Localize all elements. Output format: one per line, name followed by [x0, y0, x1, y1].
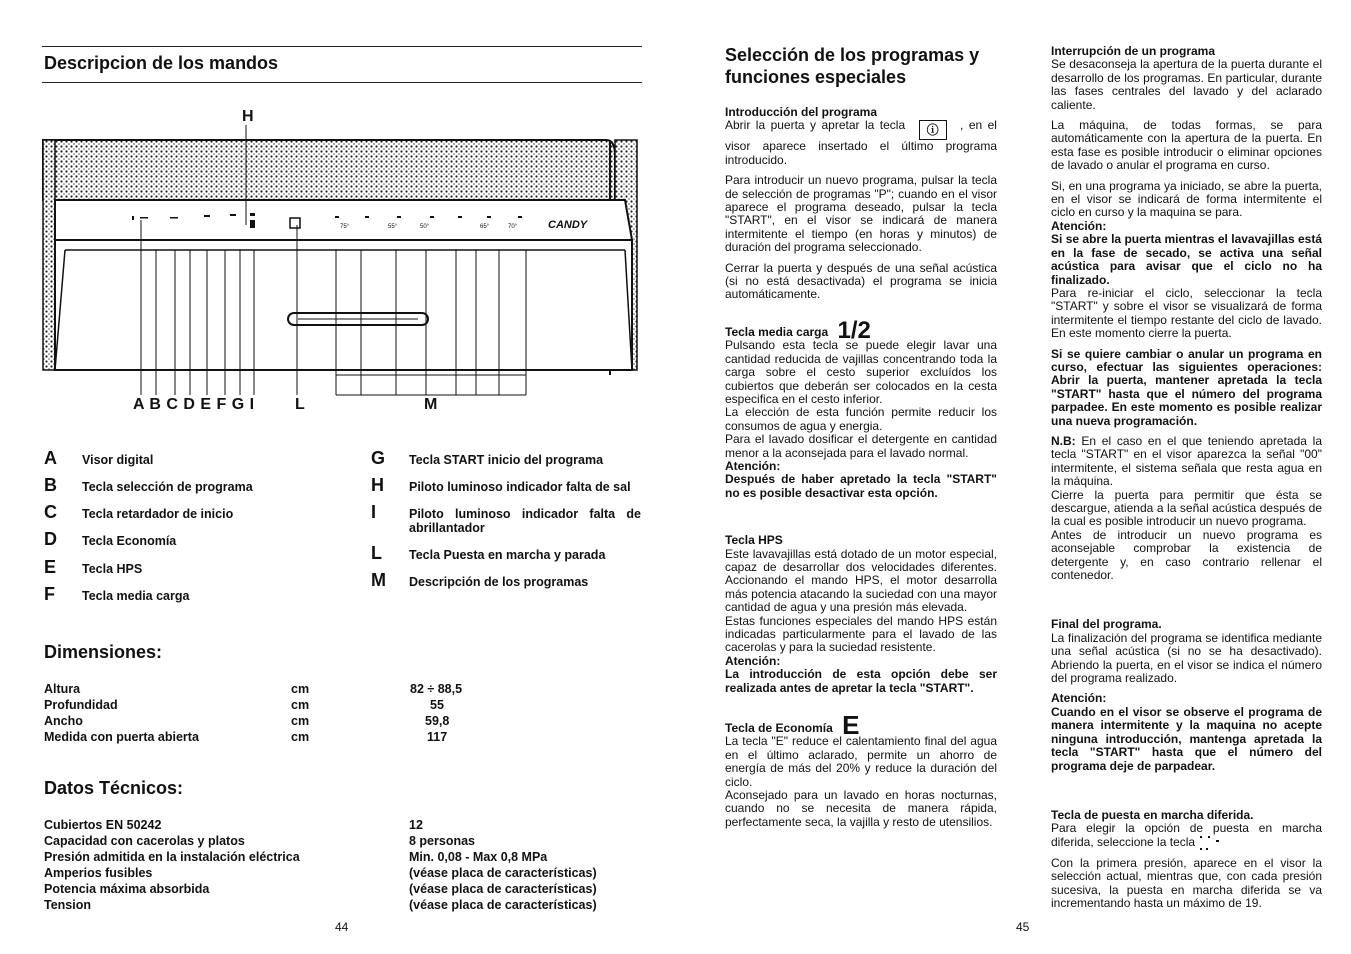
tech-value: (véase placa de características) [409, 882, 597, 896]
legend-text-f: Tecla media carga [82, 589, 190, 603]
hps-attention: Atención: [725, 653, 781, 668]
intro-text-a: Abrir la puerta y apretar la tecla [725, 118, 906, 133]
end-attention: Atención: [1051, 691, 1107, 706]
interrupt-p4: Para re-iniciar el ciclo, seleccionar la tecla "START" y sobre el visor se visualizará de forma intermitente el tiempo restante del ciclo de lavado. En este momento cierre la puerta. [1051, 285, 1322, 341]
control-panel-diagram [40, 100, 644, 425]
page-number-left: 44 [335, 920, 349, 934]
half-load-icon: 1/2 [837, 316, 871, 344]
temp-label-3: 50° [420, 224, 430, 230]
legend-letter-b: B [44, 475, 57, 495]
page-number-right: 45 [1016, 920, 1030, 934]
half-load-p2: La elección de esta función permite reducir los consumos de agua y energia. [725, 405, 997, 433]
legend-text-e: Tecla HPS [82, 562, 143, 576]
dim-unit: cm [291, 730, 310, 744]
title-underline [42, 82, 642, 83]
legend-letter-a: A [44, 448, 57, 468]
tech-title: Datos Técnicos: [44, 778, 184, 798]
interrupt-heading: Interrupción de un programa [1051, 44, 1216, 58]
legend-letter-m: M [371, 570, 386, 590]
legend-letter-h: H [371, 475, 384, 495]
legend-text-l: Tecla Puesta en marcha y parada [409, 548, 606, 562]
interrupt-attention: Atención: [1051, 218, 1107, 233]
legend-letter-e: E [44, 557, 57, 577]
temp-label-4: 65° [480, 224, 490, 230]
half-load-p1: Pulsando esta tecla se puede elegir lavar una cantidad reducida de vajillas concentrando toda la carga sobre el cesto superior excluídos los cubiertos que deberán ser colocados en la cesta especifica en el cesto inferior. [725, 338, 997, 406]
nb-p3: Antes de introducir un nuevo programa es aconsejable comprobar la existencia de detergente y, en caso contrario rellenar el contenedor. [1051, 527, 1322, 583]
legend-text-m: Descripción de los programas [409, 575, 589, 589]
nb-label: N.B: [1051, 433, 1076, 448]
interrupt-p2: La máquina, de todas formas, se para automáticamente con la apertura de la puerta. En esta fase es posible introducir o eliminar opciones de lavado o anular el programa en curso. [1051, 118, 1322, 173]
tech-label: Potencia máxima absorbida [44, 882, 210, 896]
right-column [1051, 45, 1322, 910]
power-key-icon: ⓘ [919, 120, 947, 140]
tech-label: Tension [44, 898, 91, 912]
interrupt-p1: Se desaconseja la apertura de la puerta durante el desarrollo de los programas. En particular, durante las fases centrales del lavado y del aclarado caliente. [1051, 57, 1322, 112]
tech-label: Presión admitida en la instalación eléctrica [44, 850, 300, 864]
interrupt-attention-text: Si se abre la puerta mientras el lavavajillas está en la fase de secado, se activa una señal acústica para avisar que el ciclo no ha finalizado. [1051, 232, 1322, 287]
half-load-attention: Atención: [725, 458, 781, 473]
temp-label-5: 70° [508, 224, 518, 230]
dim-label: Profundidad [44, 698, 118, 712]
middle-column [725, 44, 997, 829]
legend-text-a: Visor digital [82, 453, 154, 467]
callout-l: L [295, 396, 305, 413]
tech-label: Cubiertos EN 50242 [44, 818, 162, 832]
dim-value: 59,8 [425, 714, 450, 728]
dim-label: Altura [44, 682, 81, 696]
nb-p1: En el caso en el que teniendo apretada la tecla "START" en el visor aparezca la señal "00" intermitente, el sistema señala que resta agua en la máquina. [1051, 433, 1322, 489]
tech-value: 12 [409, 818, 423, 832]
dim-value: 117 [427, 730, 448, 744]
end-attention-text: Cuando en el visor se observe el programa de manera intermitente y la maquina no acepte ninguna introducción, mantenga apretada la tecla "START" hasta que el número del programa deje de parpadear. [1051, 704, 1322, 773]
callout-h: H [242, 108, 254, 125]
half-load-heading: Tecla media carga [725, 324, 829, 339]
hps-heading: Tecla HPS [725, 533, 783, 548]
delay-block [1051, 809, 1322, 910]
intro-block [725, 106, 997, 302]
economy-block [725, 710, 997, 829]
end-p1: La finalización del programa se identifica mediante una señal acústica (si no se ha desactivado). Abriendo la puerta, en el visor se indica el número del programa realizado. [1051, 630, 1322, 686]
legend-letter-l: L [371, 543, 382, 563]
half-load-attention-text: Después de haber apretado la tecla "START" no es posible desactivar esta opción. [725, 472, 997, 500]
half-load-p3: Para el lavado dosificar el detergente en cantidad menor a la aconsejada para el lavado normal. [725, 432, 997, 460]
legend-text-g: Tecla START inicio del programa [409, 453, 604, 467]
legend-letter-d: D [44, 529, 57, 549]
delay-p2: Con la primera presión, aparece en el visor la selección actual, mientras que, con cada presión sucesiva, la puesta en marcha diferida se va incrementando hasta un máximo de 19. [1051, 855, 1322, 910]
delay-key-icon [1198, 836, 1220, 850]
tech-value: (véase placa de características) [409, 866, 597, 880]
dim-value: 82 ÷ 88,5 [410, 682, 463, 696]
tech-value: 8 personas [409, 834, 476, 848]
legend-letter-c: C [44, 502, 57, 522]
delay-heading: Tecla de puesta en marcha diferida. [1051, 807, 1254, 822]
dim-unit: cm [291, 698, 310, 712]
tech-label: Amperios fusibles [44, 866, 153, 880]
economy-p2: Aconsejado para un lavado en horas nocturnas, cuando no se necesita de manera rápida, perfectamente seca, la vajilla y resto de utensilios. [725, 788, 997, 829]
intro-paragraph-3: Cerrar la puerta y después de una señal acústica (si no está desactivada) el programa se inicia automáticamente. [725, 260, 997, 302]
dim-value: 55 [430, 698, 444, 712]
legend-text-h: Piloto luminoso indicador falta de sal [409, 480, 631, 494]
economy-icon: E [842, 710, 860, 741]
interrupt-p3: Si, en una programa ya iniciado, se abre la puerta, en el visor se indicará de forma intermitente el ciclo en curso y la maquina se para. [1051, 178, 1322, 220]
dimensions-title: Dimensiones: [44, 642, 163, 662]
callout-m: M [424, 396, 438, 413]
tech-value: (véase placa de características) [409, 898, 597, 912]
hps-block [725, 534, 997, 695]
legend-letter-i: I [371, 502, 377, 522]
hps-p2: Estas funciones especiales del mando HPS están indicadas particularmente para el lavado de las cacerolas y para la suciedad resistente. [725, 613, 997, 655]
end-heading: Final del programa. [1051, 617, 1162, 632]
intro-paragraph-2: Para introducir un nuevo programa, pulsar la tecla de selección de programas "P"; cuando en el visor aparece el programa deseado, pulsar la tecla "START", en el visor se indicará de manera intermitente el tiempo (en horas y minutos) de duración del programa seleccionado. [725, 173, 997, 255]
legend-letter-g: G [371, 448, 386, 468]
legend-text-b: Tecla selección de programa [82, 480, 253, 494]
tech-value: Min. 0,08 - Max 0,8 MPa [409, 850, 548, 864]
economy-heading: Tecla de Economía [725, 721, 833, 736]
change-program-text: Si se quiere cambiar o anular un programa en curso, efectuar las siguientes operaciones: Abrir la puerta, mantener apretada la tecla "START" hasta que el número del programa parpadee. En este momento es posible realizar una nueva programación. [1051, 346, 1322, 428]
brand-logo: CANDY [548, 219, 588, 231]
interrupt-block [1051, 45, 1322, 582]
legend-text-i: Piloto luminoso indicador falta de abrillantador [409, 507, 641, 535]
temp-label-2: 55° [388, 224, 398, 230]
intro-text-b: , en el visor aparece insertado el último programa introducido. [725, 118, 997, 167]
temp-label-1: 75° [340, 224, 350, 230]
hps-attention-text: La introducción de esta opción debe ser realizada antes de apretar la tecla "START". [725, 667, 997, 695]
dim-label: Medida con puerta abierta [44, 730, 199, 744]
legend-text-d: Tecla Economía [82, 534, 177, 548]
dim-unit: cm [291, 714, 310, 728]
half-load-block [725, 316, 997, 500]
legend-text-c: Tecla retardador de inicio [82, 507, 234, 521]
economy-p1: La tecla "E" reduce el calentamiento final del agua en el último aclarado, permite un ahorro de energía de más del 20% y reduce la duración del ciclo. [725, 734, 997, 789]
tech-label: Capacidad con cacerolas y platos [44, 834, 245, 848]
callout-a-to-i: A B C D E F G I [133, 396, 255, 413]
section-title-programas: Selección de los programas y funciones especiales [725, 45, 980, 87]
hps-p1: Este lavavajillas está dotado de un motor especial, capaz de desarrollar dos velocidades diferentes. Accionando el mando HPS, el motor desarrolla más potencia atacando la suciedad con una mayor cantidad de agua y una presión más elevada. [725, 546, 997, 615]
end-block [1051, 618, 1322, 772]
intro-heading: Introducción del programa [725, 105, 878, 119]
section-title-mandos: Descripcion de los mandos [44, 53, 279, 73]
dim-label: Ancho [44, 714, 83, 728]
delay-p1: Para elegir la opción de puesta en marcha diferida, seleccione la tecla [1051, 821, 1322, 849]
dim-unit: cm [291, 682, 310, 696]
top-rule [42, 46, 642, 47]
nb-p2: Cierre la puerta para permitir que ésta se descargue, atienda a la señal acústica después de la cual es posible introducir un nuevo programa. [1051, 487, 1322, 529]
legend-letter-f: F [44, 584, 55, 604]
